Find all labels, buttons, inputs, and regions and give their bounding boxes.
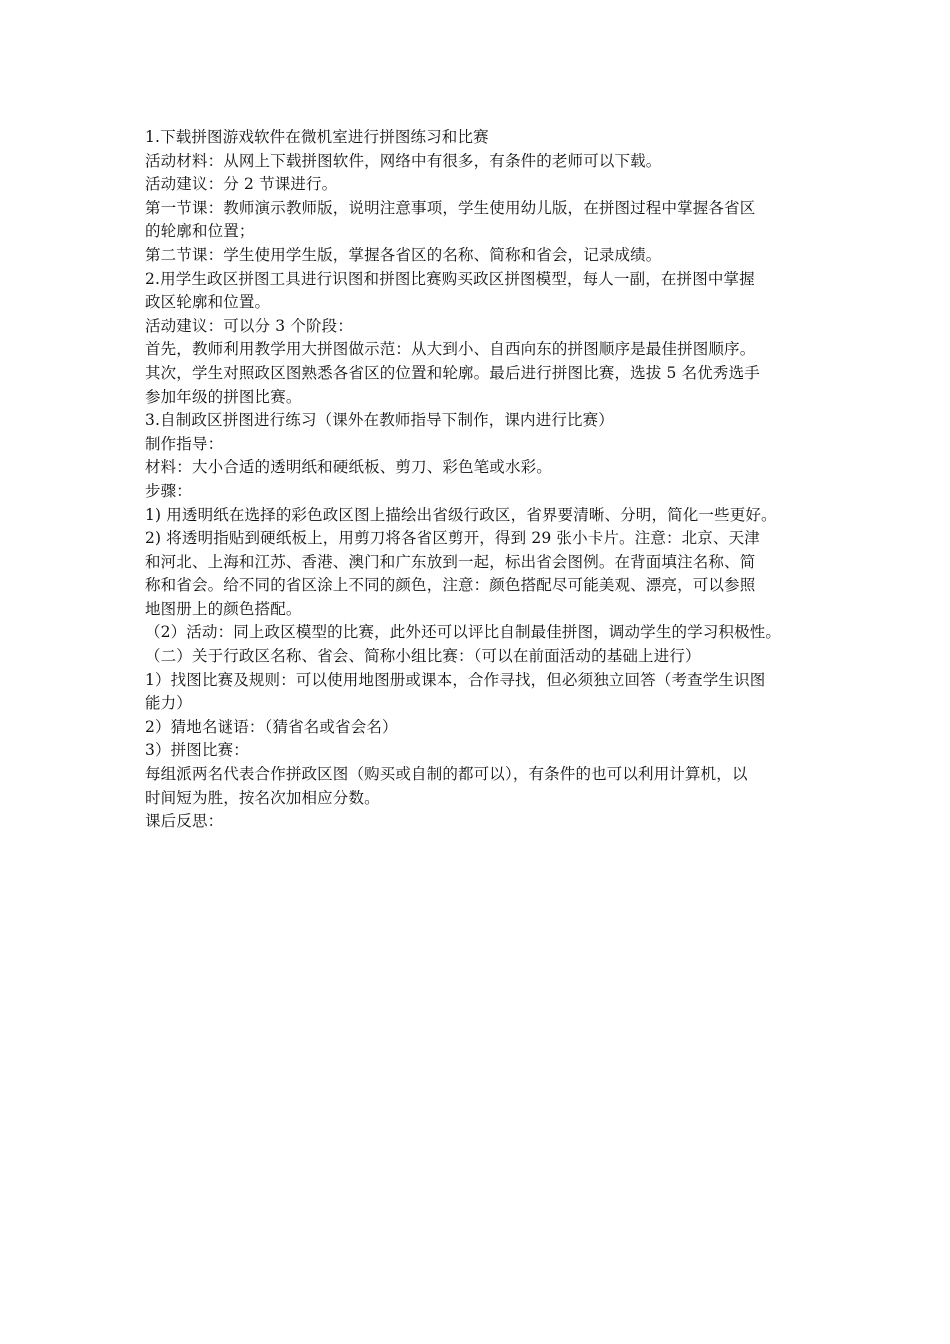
rule-3-detail-line: 每组派两名代表合作拼政区图（购买或自制的都可以），有条件的也可以利用计算机，以 (145, 765, 748, 784)
activity-suggestion-stages: 活动建议：可以分 3 个阶段： (145, 316, 353, 335)
steps-label: 步骤： (145, 481, 192, 500)
paragraph-line: 参加年级的拼图比赛。 (145, 387, 302, 406)
activity-2-line: （2）活动：同上政区模型的比赛，此外还可以评比自制最佳拼图，调动学生的学习积极性。 (145, 623, 782, 642)
rule-1-line: 1）找图比赛及规则：可以使用地图册或课本，合作寻找，但必须独立回答（考查学生识图 (145, 670, 766, 689)
production-guide-label: 制作指导： (145, 434, 224, 453)
first-lesson-line-cont: 的轮廓和位置； (145, 222, 255, 241)
paragraph-line: 首先，教师利用教学用大拼图做示范：从大到小、自西向东的拼图顺序是最佳拼图顺序。 (145, 340, 756, 359)
rule-3-line: 3）拼图比赛： (145, 741, 249, 760)
step-1-line: 1) 用透明纸在选择的彩色政区图上描绘出省级行政区，省界要清晰、分明，简化一些更好。 (145, 505, 777, 524)
first-lesson-line: 第一节课：教师演示教师版，说明注意事项，学生使用幼儿版，在拼图过程中掌握各省区 (145, 198, 756, 217)
materials-line: 材料：大小合适的透明纸和硬纸板、剪刀、彩色笔或水彩。 (145, 458, 552, 477)
step-2-line-cont: 称和省会。给不同的省区涂上不同的颜色，注意：颜色搭配尽可能美观、漂亮，可以参照 (145, 576, 756, 595)
section-2-heading-cont: 政区轮廓和位置。 (145, 293, 271, 312)
activity-suggestion-line: 活动建议：分 2 节课进行。 (145, 175, 338, 194)
section-2-heading: 2.用学生政区拼图工具进行识图和拼图比赛购买政区拼图模型，每人一副，在拼图中掌握 (145, 269, 755, 288)
second-lesson-line: 第二节课：学生使用学生版，掌握各省区的名称、简称和省会，记录成绩。 (145, 245, 662, 264)
rule-1-line-cont: 能力） (145, 694, 192, 713)
step-2-line: 2) 将透明指贴到硬纸板上，用剪刀将各省区剪开，得到 29 张小卡片。注意：北京、天津 (145, 529, 760, 548)
rule-2-line: 2）猜地名谜语：（猜省名或省会名） (145, 717, 398, 736)
group-competition-heading: （二）关于行政区名称、省会、简称小组比赛：（可以在前面活动的基础上进行） (145, 647, 701, 666)
step-2-line-cont: 地图册上的颜色搭配。 (145, 599, 302, 618)
activity-materials-line: 活动材料：从网上下载拼图软件，网络中有很多，有条件的老师可以下载。 (145, 151, 662, 170)
step-2-line-cont: 和河北、上海和江苏、香港、澳门和广东放到一起，标出省会图例。在背面填注名称、简 (145, 552, 756, 571)
paragraph-line: 其次，学生对照政区图熟悉各省区的位置和轮廓。最后进行拼图比赛，选拔 5 名优秀选手 (145, 363, 760, 382)
reflection-label: 课后反思： (145, 812, 224, 831)
document-body (145, 126, 817, 834)
section-3-heading: 3.自制政区拼图进行练习（课外在教师指导下制作，课内进行比赛） (145, 411, 614, 430)
section-1-heading: 1.下载拼图游戏软件在微机室进行拼图练习和比赛 (145, 128, 489, 146)
rule-3-detail-line-cont: 时间短为胜，按名次加相应分数。 (145, 788, 380, 807)
